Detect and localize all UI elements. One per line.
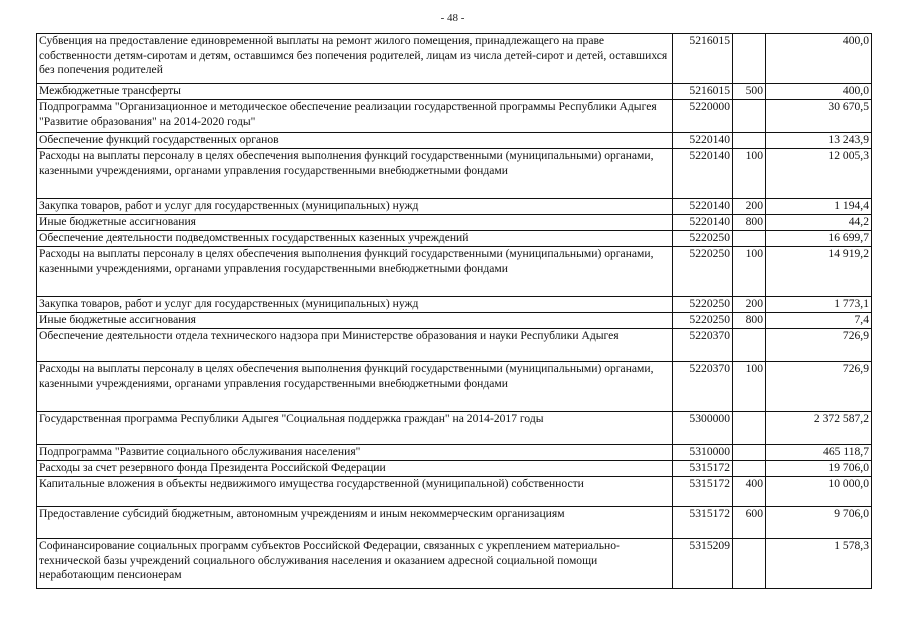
table-row (37, 84, 872, 100)
row-amount: 7,4 (766, 313, 872, 329)
table-row (37, 313, 872, 329)
row-description: Иные бюджетные ассигнования (37, 313, 673, 329)
row-amount: 9 706,0 (766, 507, 872, 539)
row-amount: 465 118,7 (766, 445, 872, 461)
row-amount: 19 706,0 (766, 461, 872, 477)
row-amount: 30 670,5 (766, 100, 872, 133)
row-kvr (733, 445, 766, 461)
row-description: Расходы на выплаты персоналу в целях обеспечения выполнения функций государственными (муниципальными) органами, казенными учреждениями, органами управления государственными внебюджетными фондами (37, 362, 673, 412)
page-number: - 48 - (440, 12, 465, 24)
table-row (37, 461, 872, 477)
row-code: 5220250 (673, 297, 733, 313)
row-amount: 726,9 (766, 329, 872, 362)
budget-table (36, 33, 872, 589)
row-amount: 14 919,2 (766, 247, 872, 297)
row-code: 5220140 (673, 215, 733, 231)
row-kvr: 100 (733, 362, 766, 412)
row-kvr (733, 34, 766, 84)
row-amount: 12 005,3 (766, 149, 872, 199)
row-kvr: 100 (733, 247, 766, 297)
table-row (37, 477, 872, 507)
row-kvr (733, 461, 766, 477)
row-amount: 1 773,1 (766, 297, 872, 313)
row-amount: 44,2 (766, 215, 872, 231)
row-description: Обеспечение деятельности отдела технического надзора при Министерстве образования и науки Республики Адыгея (37, 329, 673, 362)
table-row (37, 247, 872, 297)
row-kvr: 100 (733, 149, 766, 199)
table-row (37, 199, 872, 215)
table-row (37, 297, 872, 313)
row-kvr (733, 329, 766, 362)
row-code: 5220140 (673, 199, 733, 215)
row-code: 5315172 (673, 461, 733, 477)
row-description: Предоставление субсидий бюджетным, автономным учреждениям и иным некоммерческим организациям (37, 507, 673, 539)
row-code: 5220250 (673, 231, 733, 247)
row-description: Закупка товаров, работ и услуг для государственных (муниципальных) нужд (37, 199, 673, 215)
table-row (37, 539, 872, 589)
table-row (37, 507, 872, 539)
row-code: 5315172 (673, 477, 733, 507)
row-amount: 1 578,3 (766, 539, 872, 589)
row-code: 5310000 (673, 445, 733, 461)
row-description: Иные бюджетные ассигнования (37, 215, 673, 231)
table-row (37, 412, 872, 445)
row-code: 5220140 (673, 133, 733, 149)
table-row (37, 445, 872, 461)
row-code: 5220250 (673, 247, 733, 297)
row-code: 5220140 (673, 149, 733, 199)
row-code: 5220250 (673, 313, 733, 329)
table-row (37, 231, 872, 247)
row-kvr: 600 (733, 507, 766, 539)
row-amount: 400,0 (766, 84, 872, 100)
table-row (37, 215, 872, 231)
table-row (37, 100, 872, 133)
row-code: 5315209 (673, 539, 733, 589)
row-code: 5220000 (673, 100, 733, 133)
row-kvr: 200 (733, 199, 766, 215)
row-kvr (733, 231, 766, 247)
row-description: Расходы за счет резервного фонда Президента Российской Федерации (37, 461, 673, 477)
table-row (37, 362, 872, 412)
row-kvr (733, 412, 766, 445)
row-code: 5216015 (673, 84, 733, 100)
row-amount: 726,9 (766, 362, 872, 412)
table-row (37, 34, 872, 84)
row-description: Межбюджетные трансферты (37, 84, 673, 100)
row-description: Софинансирование социальных программ субъектов Российской Федерации, связанных с укреплением материально-технической базы учреждений социального обслуживания населения и оказанием адресной социальной помощи неработающим пенсионерам (37, 539, 673, 589)
row-description: Обеспечение функций государственных органов (37, 133, 673, 149)
table-row (37, 133, 872, 149)
row-description: Капитальные вложения в объекты недвижимого имущества государственной (муниципальной) собственности (37, 477, 673, 507)
row-amount: 2 372 587,2 (766, 412, 872, 445)
table-row (37, 329, 872, 362)
row-amount: 13 243,9 (766, 133, 872, 149)
row-description: Субвенция на предоставление единовременной выплаты на ремонт жилого помещения, принадлежащего на праве собственности детям-сиротам и детям, оставшимся без попечения родителей, лицам из числа детей-сирот и детей, оставшихся без попечения родителей (37, 34, 673, 84)
row-amount: 16 699,7 (766, 231, 872, 247)
row-description: Обеспечение деятельности подведомственных государственных казенных учреждений (37, 231, 673, 247)
row-kvr: 800 (733, 313, 766, 329)
row-kvr: 400 (733, 477, 766, 507)
row-amount: 1 194,4 (766, 199, 872, 215)
table-row (37, 149, 872, 199)
row-kvr: 200 (733, 297, 766, 313)
row-amount: 400,0 (766, 34, 872, 84)
row-description: Подпрограмма "Развитие социального обслуживания населения" (37, 445, 673, 461)
row-code: 5315172 (673, 507, 733, 539)
row-description: Расходы на выплаты персоналу в целях обеспечения выполнения функций государственными (муниципальными) органами, казенными учреждениями, органами управления государственными внебюджетными фондами (37, 247, 673, 297)
row-description: Закупка товаров, работ и услуг для государственных (муниципальных) нужд (37, 297, 673, 313)
row-code: 5300000 (673, 412, 733, 445)
row-code: 5220370 (673, 362, 733, 412)
row-code: 5220370 (673, 329, 733, 362)
row-kvr (733, 539, 766, 589)
row-kvr: 500 (733, 84, 766, 100)
row-code: 5216015 (673, 34, 733, 84)
row-amount: 10 000,0 (766, 477, 872, 507)
row-description: Государственная программа Республики Адыгея "Социальная поддержка граждан" на 2014-2017 годы (37, 412, 673, 445)
row-description: Подпрограмма "Организационное и методическое обеспечение реализации государственной программы Республики Адыгея "Развитие образования" на 2014-2020 годы" (37, 100, 673, 133)
row-kvr (733, 100, 766, 133)
row-description: Расходы на выплаты персоналу в целях обеспечения выполнения функций государственными (муниципальными) органами, казенными учреждениями, органами управления государственными внебюджетными фондами (37, 149, 673, 199)
row-kvr (733, 133, 766, 149)
row-kvr: 800 (733, 215, 766, 231)
